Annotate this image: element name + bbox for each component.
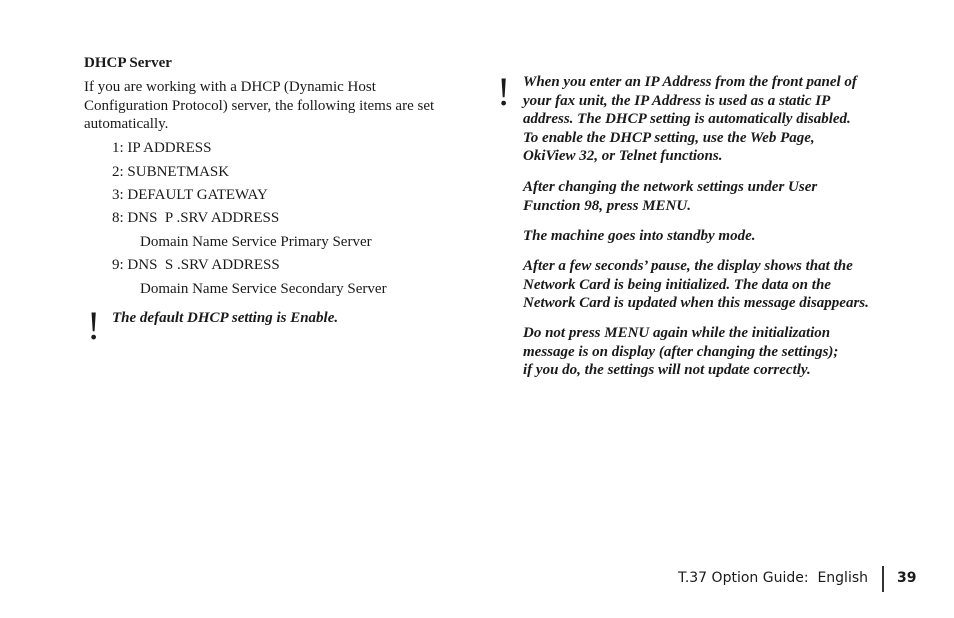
intro-paragraph: If you are working with a DHCP (Dynamic Host Configuration Protocol) server, the following items are set automatically.	[84, 79, 435, 132]
section-heading: DHCP Server	[84, 55, 172, 71]
note-line: To enable the DHCP setting, use the Web Page,	[523, 129, 815, 146]
caution-note: The default DHCP setting is Enable.	[112, 310, 339, 326]
list-item: 1: IP ADDRESS	[112, 140, 212, 156]
note-line: When you enter an IP Address from the front panel of	[523, 74, 857, 90]
list-item: 3: DEFAULT GATEWAY	[112, 187, 268, 203]
note-line: message is on display (after changing the settings);	[523, 343, 839, 360]
note-line: The machine goes into standby mode.	[523, 228, 756, 244]
page-number: 39	[897, 570, 917, 586]
note-paragraph	[523, 73, 903, 166]
note-line: After a few seconds’ pause, the display shows that the	[523, 258, 853, 274]
note-line: OkiView 32, or Telnet functions.	[523, 148, 723, 164]
note-paragraph	[523, 227, 903, 246]
list-item-description: Domain Name Service Primary Server	[140, 234, 372, 250]
caution-icon: !	[87, 303, 101, 348]
note-line: your fax unit, the IP Address is used as a static IP	[523, 92, 831, 109]
note-line: Network Card is being initialized. The data on the	[523, 276, 831, 293]
list-item-description: Domain Name Service Secondary Server	[140, 281, 387, 297]
note-line: After changing the network settings under User	[523, 179, 818, 195]
footer-guide-title: T.37 Option Guide: English	[677, 570, 868, 586]
note-line: Do not press MENU again while the initialization	[523, 325, 831, 341]
list-item: 8: DNS P .SRV ADDRESS	[112, 210, 280, 226]
note-line: if you do, the settings will not update correctly.	[523, 362, 811, 378]
note-paragraph	[523, 324, 903, 380]
note-line: Function 98, press MENU.	[523, 197, 691, 214]
caution-icon: !	[497, 69, 511, 114]
list-item: 2: SUBNETMASK	[112, 164, 230, 180]
list-item: 9: DNS S .SRV ADDRESS	[112, 257, 280, 273]
note-line: Network Card is updated when this message disappears.	[523, 295, 869, 311]
footer-divider	[882, 566, 884, 592]
note-line: address. The DHCP setting is automatically disabled.	[523, 111, 851, 127]
note-paragraph	[523, 257, 903, 313]
note-paragraph	[523, 178, 903, 215]
